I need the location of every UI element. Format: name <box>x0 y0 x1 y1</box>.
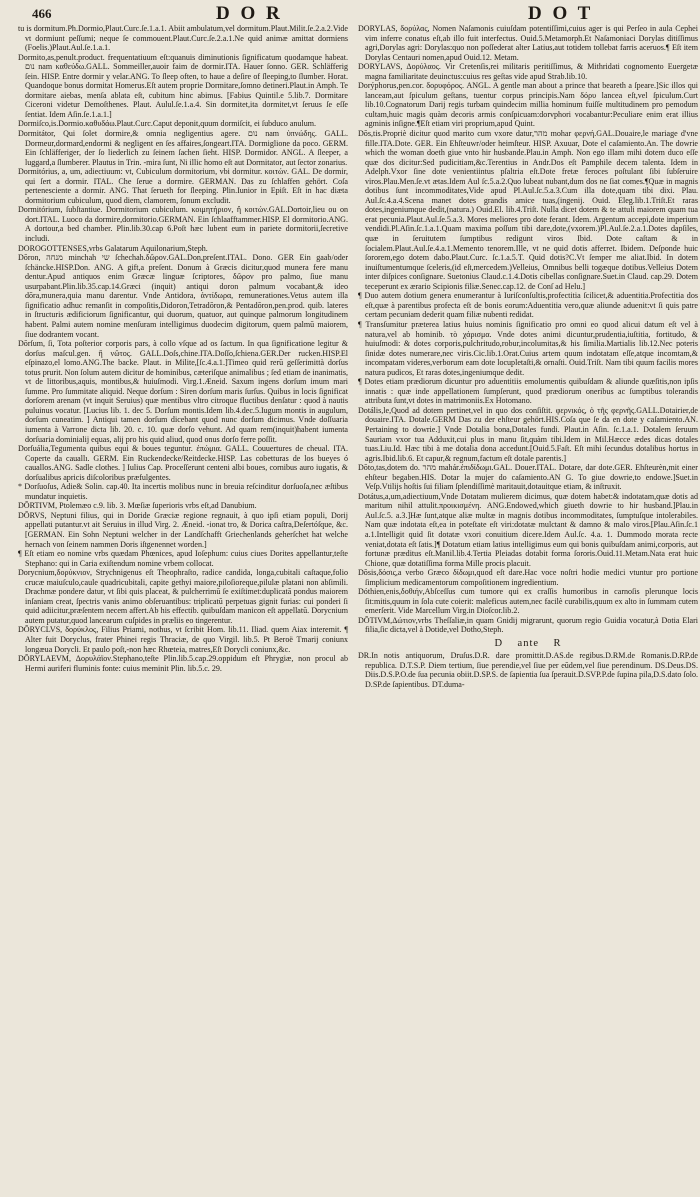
entry: DŌTIVM,Δώτιον,vrbs Theſſaliæ,in quam Gnidij migrarunt, quorum regio Guidia vocatur,à Dotia Elari filia,ſic dicta,vel à Dotide,vel Dotho,Steph. <box>358 615 698 635</box>
entry: ¶ Dotes etiam prædiorum dicuntur pro aduentitiis emolumentis quibuſdam & aliunde quæſitis,non ipſis innatis : quæ inde appellationem ſumpſerunt, quod prædiorum oneribus ac ſumptibus tolerandis attributa ſunt,vt dotes in matrimoniis.Ex Hotomano. <box>358 377 698 406</box>
entry: Dōsis,δόσις,a verbo Græco δίδωμι,quod eſt dare.Hac voce noſtri hodie medici vtuntur pro portione ſimplicium medicamentorum compoſitionem ingredientium. <box>358 568 698 587</box>
right-column <box>358 24 698 1191</box>
text-columns <box>18 24 696 1191</box>
subhead-letter-d: D <box>494 638 504 649</box>
right-running-head: D O T <box>528 3 594 24</box>
entry: Dormiſco,is.Dormio.καθυδάω.Plaut.Curc.Caput deponit,quum dormiſcit, ei ſubduco anulum. <box>18 119 316 129</box>
entry: Dorſuália,Tegumenta quibus equi & boues teguntur. ἐπώμια. GALL. Couuertures de cheual. ITA. Coperte da cauallı. GERM. Ein Ruckendecke/Reitdecke.HISP. Las cobetturas de los bueyes ó cauallos.ANG. Sadle clothes. ] Iulius Cap. Proceſſerunt centeni albi boues, cornibus auro iugatis, & dorſualibus apricis diſcoloribus præfulgentes. <box>18 444 348 482</box>
entry: Dormitórius, a, um, adiectiuum: vt, Cubiculum dormitorium, vbi dormitur. κοιτών. GAL. De dormir, qui ſert a dormir. ITAL. Che ſerue a dormire. GERMAN. Das zu ſchlaffen gehört. Coſa pertenesciente a dormir. ANG. That ſerueth for ſleeping. Plin.Iunior in Epiſt. Eſt in hac diæta dormitorium cubiculum, quod diem, clamorem, ſonum excludit. <box>18 167 348 205</box>
entry: Dōrſum, ſi, Tota poſterior corporis pars, à collo vſque ad os ſactum. In qua ſignificatione legitur & dorſus maſcul.gen. ἢ νῶτος. GALL.Doſs,chine.ITA.Doſſo,ſchiena.GER.Der rucken.HISP.El eſpinazo,el lomo.ANG.The backe. Plaut. in Milite,[ſc.4.a.1.]Timeo quid rerū geſſerimittà dorſus totus prurit. Non ſolum autem dicitur de hominibus, cæteriſque animalibus ; ſed etiam de inanimatis, vt de littoribus,aquis, montibus,& huiuſmodi. Virg.1.Æneid. Saxum ingens dorſum imum mari ſumme. Pro ſummitate aliquid. Neque dorſum : Siren dorſum maris ſurſus. Quibus in locis ſignificat dorſorem arenam (vt inquit Seruius) quæ mentibus vltro citroque fluctibus denſatur : quod à nautis puluinus vocatur. [Lucius lib. 1. dec 5. Dorſum montis.Idem lib.4.dec.5.Iugum montis in augulum, dorſum cuneatim. ] Antiqui tamen dorſum dicebant quod nunc dorſum dicimus. Vnde doſſuaria iumenta à Varrone dicta lib. 20. c. 10. quæ dorſo vehunt. Ad quam rem(inquit)habent iumenta dorſuaria dominialij equas, alij pro his quid aliud, quod onus dorſo ferre poſſit. <box>18 339 348 444</box>
subhead-ante: ante <box>517 638 540 649</box>
entry: ¶ Eſt etiam eo nomine vrbs quædam Phœnices, apud Ioſephum: cuius ciues Dorites appellantur,teſte Stephano: qui in Caria exiſtendum nomine vrbem collocat. <box>18 549 348 568</box>
entry: Dóthien,enis,δοθιήν,Abſceſſus cum tumore qui ex craſſis humoribus in carnoſis plerunque locis ſit:mitis,quum in ſola cute coierit: maleficus autem,nec facilè curabilis,quum ex alto in ſummam cutem emerſerit. Vide Marcellum Virg.in Dioſcor.lib.2. <box>358 587 698 616</box>
entry: ¶ Duo autem dotium genera enumerantur à Iuriſconſultis,profectitia ſcilicet,& aduentitia.Profectitia dos eſt,quæ à parentibus profecta eſt de bonis eorum:Aduentitia vero,quæ aliunde aduenit:vt ſi quis patre certam pecuniam dederit quam filiæ nubenti redidat. <box>358 291 698 320</box>
entry: ¶ Transſumitur præterea latius huius nominis ſignificatio pro omni eo quod alicui datum eſt vel à natura,vel ab hominib. τὸ χάρισμα. Vnde dotes animi dicuntur,prudentia,iuſtitia, fortitudo, & huiuſmodi: & dotes corporis,pulchritudo,robur,incolumitas,& his ſimilia.Martialis lib.12.Nec poteris ſinidæ dotes numerare,nec viris.Cic.lib.1.Orat.Cuius artem quum indotatam eſſe,atque incomtam,& incompatam videres,verborum eam dote locupletaſti,& ornaſti. Ouid.Triſt. Nam tibi quum facilis mores natura pudicos, Et raras dotes,ingeniumque dedit. <box>358 319 698 377</box>
entry: Dorýphorus,pen.cor. δορυφόρος. ANGL. A gentle man about a prince that beareth a ſpeare.]Sic illos qui lanceam,aut ſpiculum geſtans, tuentur corpus principis.Nam δόρυ lancea eſt,vel ſpiculum.Curt lib.10.Cognatorum Darij regis turbam quindecim millia hominum fuiſſe multitudinem pro pemodum cultam,huic magis quàm decoris armis conſpicuam:dorvphori vocabantur:Peculiare enim erat illius agminis inſigne.¶Eſt etiam viri proprium,apud Quint. <box>358 81 698 129</box>
entry: DOROGOTTENSES,vrbs Galatarum Aquilonarium,Steph. <box>18 243 208 253</box>
entry: DR.In notis antiquorum, Druſus.D.R. dare promittit.D.AS.de regibus.D.RM.de Romanis.D.RP.de republica. D.T.S.P. Diem tertium, ſiue perendie,vel ſiue per eūdem,vel ſiue perendinum. DS.Deus.DS. Diis.D.S.P.O.de ſua pecunia obiit.D.SP.S. de ſapientia ſua ſperauit.D.SVP.P.de ſupina pila,D.S.dato ſolo. D.SP.de ſapientibus. DT.duma- <box>358 651 698 689</box>
entry: DŌRYCLVS, δορύκλος, Filius Priami, nothus, vt ſcribit Hom. lib.11. Iliad. quem Aiax interemit. ¶ Alter fuit Doryclus, frater Phinei regis Thraciæ, de quo Virgil. lib.5. Pt Beroë Tmarij coniunx longæua Dorycli. Et paulo poſt,-non hæc Rhœteia, matres,Eſt Dorycli coniunx,&c. <box>18 625 348 654</box>
section-subheading <box>358 637 698 650</box>
entry: Dormitórium, ſubſtantiue. Dormitorium cubiculum. κοιμητήριον, ἢ κοιτών.GAL.Dortoir,lieu ou on dort.ITAL. Luoco da dormire,dormitorio.GERMAN. Ein ſchlaafftammer.HISP. El dormitorio.ANG. A dortour,a bed chamber. Plin.lib.30.cap 6.Poſt hæc lubent eum in pariete dormitorii,ſecretive includi. <box>18 205 348 244</box>
entry: DORYLAVS, Δορύλαος. Vir Cretenſis,rei militaris peritiſſimus, & Mithridati cognomento Euergetæ magna familiaritate deuinctus:cuius res geſtas vide apud Strab.lib.10. <box>358 62 698 81</box>
entry: DŌRYLAEVM, Δορυλάϊον.Stephano,teſte Plin.lib.5.cap.29.oppidum eſt Phrygiæ, non procul ab Hermi auriferi fluminis fonte: cuius meminit Plin. lib.5.c. 29. <box>18 654 348 673</box>
entry: Dorycnium,δορύκνιον, Strychnigenus eſt Theophraſto, radice candida, longa,cubitali caſtaque,folio crucæ maiuſculo,caule quadricubitali, capite gethyi maiore,piloſioreque,pilulæ platani non abſimili. Drachmæ pondere datur, vt ſibi quis placeat, & pulcherrimū ſe exiſtimet:duplicatā pondus maiorem inſaniam creat, ſpectris vanis animo obſeruantibus: triplicatū perpetuas gignit furias: cui ponderi ſi quid adiicitur,præſentem necem affert.Ab his effectib. quibuſdam manicon eſt appellatū. Dorycnium autem putatur,quod lancearum cuſpides in præliis eo tingerentur. <box>18 568 348 625</box>
entry: Dotális,le,Quod ad dotem pertinet,vel in quo dos conſiſtit. φερνικός, ὁ τῆς φερνῆς.GALL.Dotairier,de douaire.ITA. Dotale.GERM Das zu der ehſteur gehört.HIS.Coſa que ſe da en dote y caſamiento.AN. Pertaining to dowrie.] Vnde Dotalia bona,Dotales fundi. Plaut.in Aſin. ſc.1.a.1. Dotalem ſeruum Sauriam vxor tua Adduxit,cui plus in manu ſit,quàm tibi.Idem in Mil.Hæcce ædes dicas dotales tuas.Liu.Id. Hæc tibi à me dotalia dona accedunt.[Ouid.5.Faſt. Eſt mihi ſecundus dotalibus hortus in agris.Ibid.lib.6. Et capur,& regnum,factum eſt dotale parentis.] <box>358 405 698 463</box>
left-running-head: D O R <box>216 3 283 24</box>
entry: Dōs,tis.Propriè dicitur quod marito cum vxore datur,מהר mohar φερνή.GAL.Douaire,le mariage d'vne fille.ITA.Dote. GER. Ein Ehſteuwr/oder heimſteur. HISP. Axuuar, Dote el caſamiento.An. The dowrie which the woman doeth giue vnto hir husbande.Plau.in Amph. Non ego illam mihi dotem duco eſſe quæ dos dicitur:Sed pudicitiam,&c.Terentius in Andr.Dos eſt Pamphile decem talenta. Idem in Adelph.Vxor ſine dote venientiintus pſaltria eſt.Dote fretæ feroces poſtulant ſibi ſubſeruire viros.Plau.Men.ſe.vt ætas.Idem Aul ſc.5.a.2.Quo lubeat nubant,dum dos ne ſiat comes.¶Quæ in magnis dotibus ſunt incommoditates,Vide apud Pl.Aul.ſc.5.a.3.Cum illa dote,quam tibi dixi. Plau. Aul.ſc.4.a.4.Scena manet dotes grandis amice tuas,(ingenij. Ouid. Eleg.lib.1.Triſt.Et raras dotes,ingeniumque dedit,(natura.) Ouid.El. lib.4.Triſt. Nulla dicet dotem & te attuli maiorem quam tua erat pecunia.Plaut.Aul.ſe.5.a.3. Mores meliores pro dote ferant. Idem. Argentum accepi,dote imperium vendidi.Pl.Aſin.ſc.1.a.1.Quam maxima poſſum tibi dare,dote,(vxorem.)Pl.Aul.ſe.2.a.1.Dotes dapſiles, quæ in ſeruitutem ſumptibus redigunt viros Ibid. Dote caſtam & in ſocialem.Plaut.Aul.ſe.4.a.1.Memento tenorem.Ille, vt ne quid dotis afferret. Ibidem. Deſponde huic ſororem,ego dotem dabo.Plaut.Curc. ſc.1.a.5.T. Quid dotis?C.Vt ſemper me aliat.Ibid. In dotem inuiſtumentumque ſceleris,(id eſt,mercedem.)Velleius, Omnibus belli togæque dotibus.Velleius Dotem inter diſpices conſignare. Suetonius Claud.c.1.4.Dotis cibellas conſignare.Suet.in Claud. cap.29. Dotem teceperunt ex ærario Scipionis filiæ.Senec.cap.12. de Conſ ad Helu.] <box>358 129 698 291</box>
page-header <box>18 0 694 26</box>
entry: Dōron, מנחה minchah שי ſchechah.δῶρον.GAL.Don,preſent.ITAL. Dono. GER Ein gaab/oder ſchäncke.HISP.Don. ANG. A gift,a preſent. Donum à Græcis dicitur,quod munera fere manu dentur.Apud antiquos enim Græcæ linguæ ſcriptores, δῶρον pro palmo, ſiue manu usurpabant.Plin.lib.35.cap.14.Græci (inquit) antiqui doron palmum vocabant,& ideo dōra,munera,quia manu darentur. Vnde Antidora, ἀντίδωρα, remunerationes.Vetus autem illa ſignificatio adhuc remanſit in compoſitis,Didoron,Tetradōron,& Pentadōron,pen.prod. quib. lateres in ſtructuris ædificiorum ſignificantur, qui duorum, quatuor, aut quinque palmorum longitudinem habent. Palmi autem nomine menſuram intelligimus duodecim digitorum, quem palmū maiorem, ſiue dodrantem vocant. <box>18 253 348 339</box>
left-column <box>18 24 348 1191</box>
entry: Dormitátor, Qui ſolet dormire,& omnia negligentius agere. נום nam ὑπνώδης. GALL. Dormeur,dormard,endormi & negligent en ſes affaires,ſongeart.ITA. Dormiglione da poco. GERM. Ein ſchläfferiger, der ſo liederlich zu ſeinem ſachen ſieht. HISP. Dormidor. ANGL. A ſleeper, a luggard,a ſlumberer. Plautus in Trin. -mira ſunt, Ni illic homo eſt aut Dormitator, aut ſector zonarius. <box>18 129 348 167</box>
entry: Dotátus,a,um,adiectiuum,Vnde Dotatam mulierem dicimus, quæ dotem habet:& indotatam,quæ dotis ad maritum nihil attulit.προικισμένη. ANG.Endowed,which giueth dowrie to hir husband.]Plau.in Aul.ſc.5. a.3.]Hæ ſunt,atque aliæ multæ in magnis dotibus incommoditates, ſumptuſque intolerabiles. Nam quæ indotata eſt,ea in poteſtate eſt viri:dotatæ mulctant & damno & malo viros.[Plau.Aſin.ſc.1 a.1.Intelligit quid ſit dotatæ vxori conuitium dicere.Idem Aul.ſc. 4.a. 1. Dummodo morata recte veniat,dotata eſt ſatis.]¶ Dotatum etiam latius intelligimus eum qui bonis quibuſdam animi,corporis, aut fortunæ præditus eſt.Manil.lib.4.Tertia Pleiadas dotabit forma ſororis.Ouid.11.Metam.Nata erat huic Chione, quæ dotatiſſima forma Mille procis placuit. <box>358 491 698 568</box>
subhead-letter-r: R <box>553 638 562 649</box>
entry: DORYLAS, δορύλας, Nomen Naſamonis cuiuſdam potentiſſimi,cuius ager is qui Perſeo in aula Cephei vim inferre conatus eſt,ab illo fuit interfectus. Ouid.5.Metamorph.Et Naſamoniaci Dorylas ditiſſimus agri,Dorylas agri: Dorylas:quo non poſſederat alter Latius,aut totidem tollebat farris aceruos.¶ Eſt item Dorylas Centauri nomen,apud Ouid.12. Metam. <box>358 24 698 62</box>
entry: DŌRVS, Neptuni filius, qui in Doride Græciæ regione regnauit, à quo ipſi etiam populi, Dorij appellati putantur.vt ait Seruius in illud Virg. 2. Æneid. -ionat tro, & Dorica caſtra,Deſertóſque, &c. [GERMAN. Ein Sohn Neptuni welcher in der Landſchafft Griechenlands geherſchet hat welche hernach von ſeinem nammen Doris iſtgenennet worden.] <box>18 510 348 549</box>
entry: Dōto,tas,dotem do. מהר mahár.ἐπιδίδωμι.GAL. Douer.ITAL. Dotare, dar dote.GER. Ehſteurèn,mit einer ehſteur begaben.HIS. Dotar la mujer do caſamiento.AN G. To giue dowrie,to endowe.]Suet.in Veſp.Vtilijs hoſtis ſui filiam ſplendiſſimè maritauit,dotauitque etiam, & inſtruxit. <box>358 463 698 492</box>
entry: Dormito,as,penult.product. frequentatiuum eſt:quanuis diminutionis ſignificatum quodamque habeat. נום nam καθεύδω.GALL. Sommeiller,auoir faim de dormir.ITA. Hauer ſonno. GER. Schläfferig ſein. HISP. Entre dormir y velar.ANG. To ſleep often, to haue a deſire of ſleeping,to ſlumber. Horat. Quandoque bonus dormitat Homerus.Eſt autem proprie Dormitare,ſomno detineri.Plaut.in Amph. Te dormitare aiebas, menſa ablata eſt, cubitum hinc abimus. [Fabius Quintil.e 5.lib.7. Dormitare Ciceroni videtur Demoſthenes. Plaut. Aulul.ſe.1.a.4. Sin dormitet,ita dormitet,vt ſeruus ſe eſſe ſentiat. Idem Aſin.ſe.1.a.1.] <box>18 52 348 119</box>
entry: * Dorſuoſus, Adie& Solin. cap.40. Ita incertis molibus nunc in breuia reſcinditur dorſuoſa,nec æſtibus mundatur inquietis. <box>18 482 348 501</box>
entry: tu is dormitum.Ph.Dormio,Plaut.Curc.ſe.1.a.1. Abiit ambulatum,vel dormitum.Plaut.Milit.ſe.2.a.2.Vide vt dormiunt peſſumi; neque ſe commouent.Plaut.Curc.ſe.2.a.1.Ne quid animæ amittat dormiens (Foelis.)Plaut.Aul.ſe.1.a.1. <box>18 24 348 53</box>
entry: DŌRTIVM, Ptolemæo c.9. lib. 3. Mœſiæ ſuperioris vrbs eſt,ad Danubium. <box>18 501 257 511</box>
page-number: 466 <box>32 6 52 21</box>
